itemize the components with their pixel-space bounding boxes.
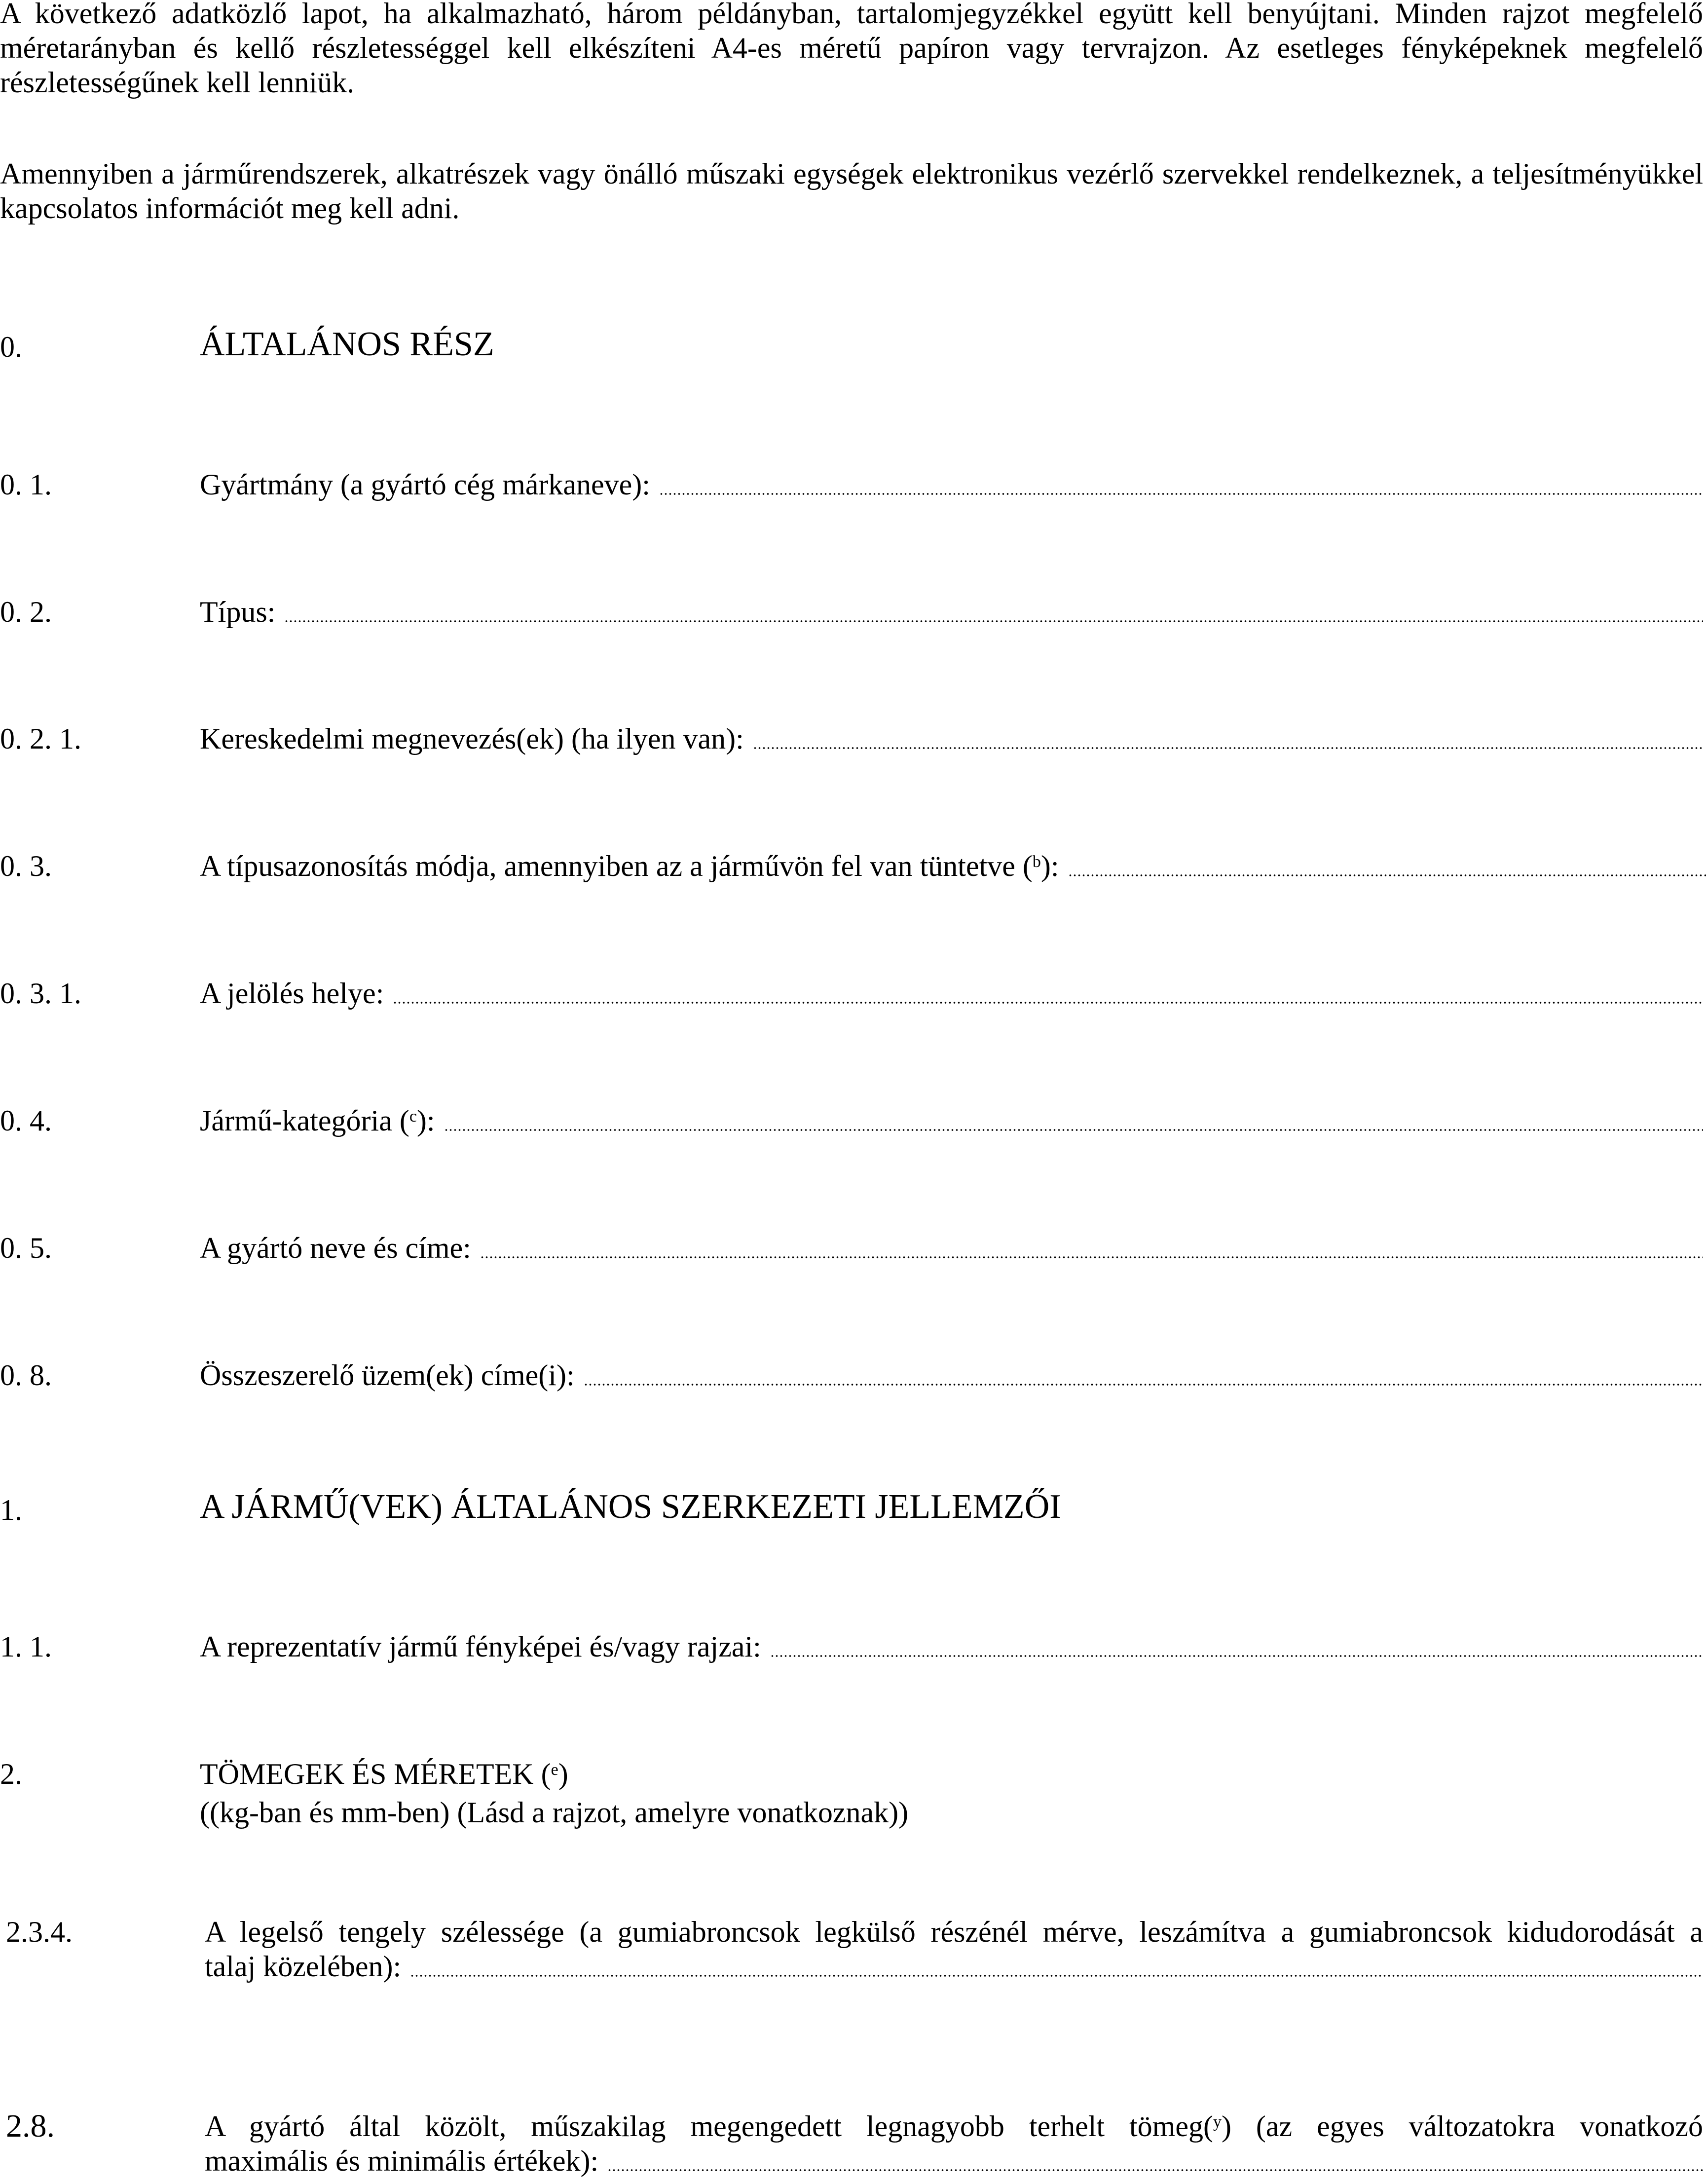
section-title: A JÁRMŰ(VEK) ÁLTALÁNOS SZERKEZETI JELLEMZŐI xyxy=(200,1488,1061,1526)
field-label: Kereskedelmi megnevezés(ek) (ha ilyen van): xyxy=(200,722,744,755)
field-label-line-2-row xyxy=(205,1949,1703,1984)
field-label-line-1: A gyártó által közölt, műszakilag megengedett legnagyobb terhelt tömeg($^y$) (az egyes változatokra vonatkozó xyxy=(205,2110,1703,2143)
item-number: 0. 3. xyxy=(0,850,52,882)
item-number: 2.3.4. xyxy=(6,1916,73,1948)
form-field-type-identification[interactable] xyxy=(200,849,1706,883)
item-number: 0. 2. xyxy=(0,596,52,628)
form-field-max-laden-mass[interactable] xyxy=(205,2109,1703,2178)
item-number: 0. 1. xyxy=(0,468,52,501)
item-number: 1. 1. xyxy=(0,1630,52,1663)
intro-paragraph-2: Amennyiben a járműrendszerek, alkatrészek vagy önálló műszaki egységek elektronikus vezérlő szervekkel rendelkeznek, a teljesítményükkel kapcsolatos információt meg kell adni. xyxy=(0,157,1703,225)
field-label: Összeszerelő üzem(ek) címe(i): xyxy=(200,1359,575,1392)
item-number: 0. 4. xyxy=(0,1104,52,1137)
dotted-fill-line xyxy=(480,1256,1703,1258)
section-title: ÁLTALÁNOS RÉSZ xyxy=(200,325,494,363)
intro-paragraph-1: A következő adatközlő lapot, ha alkalmazható, három példányban, tartalomjegyzékkel együtt kell benyújtani. Minden rajzot megfelelő méretarányban és kellő részletességgel kell elkészíteni A4-es méretű papíron vagy tervrajzon. Az esetleges fényképeknek megfelelő részletességűnek kell lenniük. xyxy=(0,0,1703,99)
form-field-marking-location[interactable] xyxy=(200,976,1703,1011)
field-label-line-2-row xyxy=(205,2144,1703,2178)
field-label: A jelölés helye: xyxy=(200,977,384,1010)
field-label: Gyártmány (a gyártó cég márkaneve): xyxy=(200,468,650,501)
dotted-fill-line xyxy=(584,1384,1703,1386)
field-label-line-2: maximális és minimális értékek): xyxy=(205,2145,599,2177)
field-label-line-2: talaj közelében): xyxy=(205,1950,402,1983)
form-field-commercial-name[interactable] xyxy=(200,721,1703,756)
section-subtitle: ((kg-ban és mm-ben) (Lásd a rajzot, amelyre vonatkoznak)) xyxy=(200,1796,909,1829)
form-field-front-axle-width[interactable] xyxy=(205,1915,1703,1984)
dotted-fill-line xyxy=(1068,874,1706,876)
item-number: 0. 3. 1. xyxy=(0,977,81,1010)
dotted-fill-line xyxy=(444,1129,1703,1131)
form-field-type[interactable] xyxy=(200,595,1703,629)
form-field-make[interactable] xyxy=(200,467,1703,502)
dotted-fill-line xyxy=(770,1655,1703,1657)
field-label: A típusazonosítás módja, amennyiben az a járművön fel van tüntetve ($^b$): xyxy=(200,850,1059,882)
item-number: 0. 5. xyxy=(0,1232,52,1264)
form-field-manufacturer[interactable] xyxy=(200,1231,1703,1265)
section-number: 2. xyxy=(0,1758,22,1790)
item-number: 2.8. xyxy=(6,2108,55,2144)
section-title: TÖMEGEK ÉS MÉRETEK ($^e$) xyxy=(200,1758,568,1790)
form-field-assembly-plant[interactable] xyxy=(200,1358,1703,1393)
dotted-fill-line xyxy=(393,1002,1703,1004)
item-number: 0. 2. 1. xyxy=(0,722,81,755)
item-number: 0. 8. xyxy=(0,1359,52,1392)
form-field-photos[interactable] xyxy=(200,1629,1703,1664)
field-label: Jármű-kategória ($^c$): xyxy=(200,1104,435,1137)
section-number: 0. xyxy=(0,331,22,363)
field-label-line-1: A legelső tengely szélessége (a gumiabroncsok legkülső részénél mérve, leszámítva a gumiabroncsok kidudorodását a xyxy=(205,1916,1703,1948)
dotted-fill-line xyxy=(753,747,1703,749)
dotted-fill-line xyxy=(607,2169,1703,2171)
dotted-fill-line xyxy=(659,493,1703,495)
section-number: 1. xyxy=(0,1494,22,1526)
form-field-vehicle-category[interactable] xyxy=(200,1103,1703,1138)
field-label: Típus: xyxy=(200,596,276,628)
field-label: A gyártó neve és címe: xyxy=(200,1232,471,1264)
dotted-fill-line xyxy=(410,1975,1703,1977)
dotted-fill-line xyxy=(284,620,1703,622)
field-label: A reprezentatív jármű fényképei és/vagy rajzai: xyxy=(200,1630,761,1663)
